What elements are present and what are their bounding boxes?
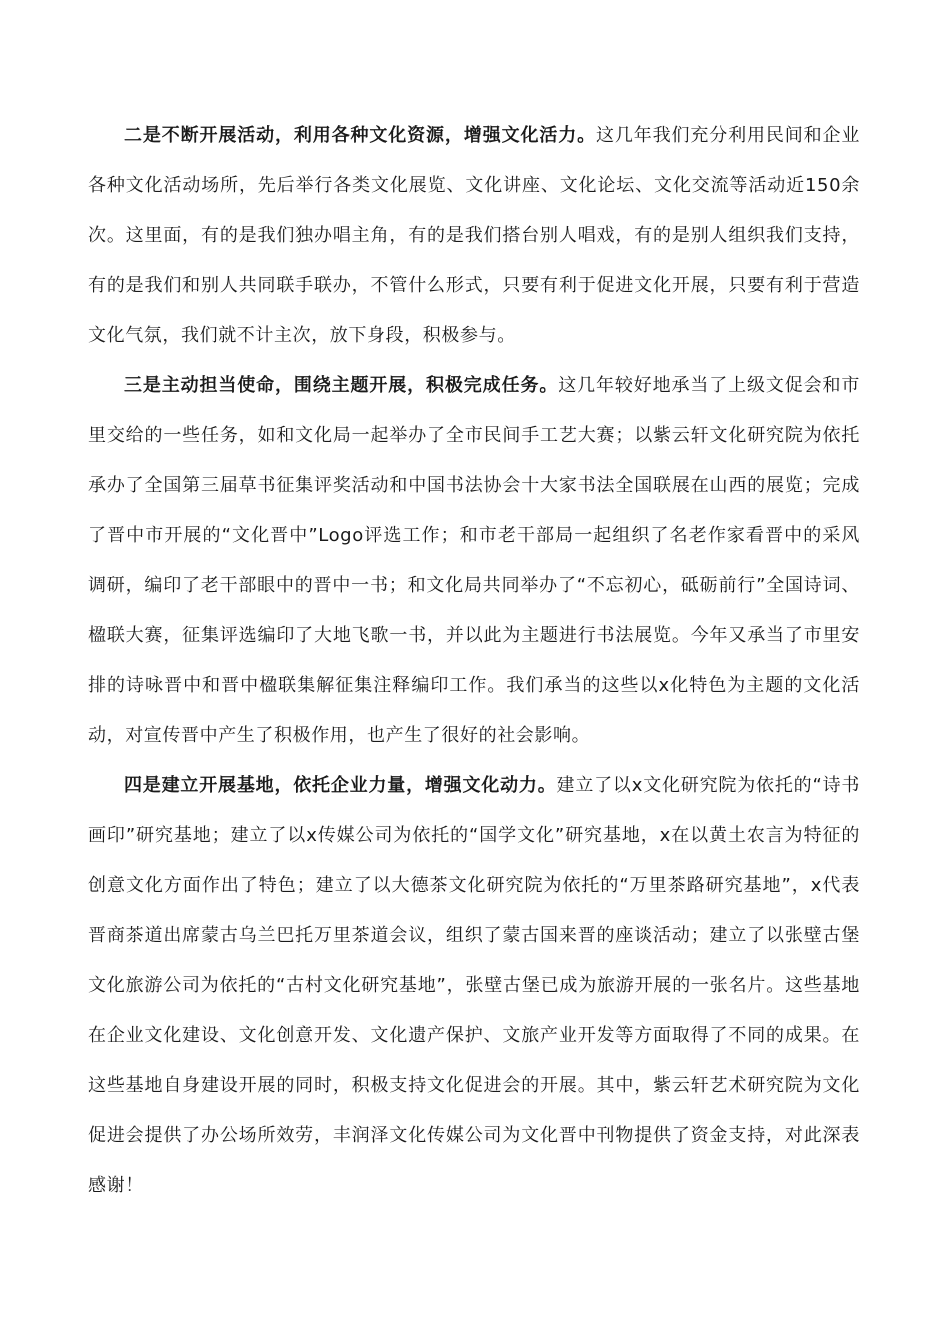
document-body bbox=[88, 111, 860, 1211]
paragraph-bases bbox=[88, 761, 860, 1211]
paragraph-text: 这几年我们充分利用民间和企业各种文化活动场所，先后举行各类文化展览、文化讲座、文化论坛、文化交流等活动近150余次。这里面，有的是我们独办唱主角，有的是我们搭台别人唱戏，有的是别人组织我们支持，有的是我们和别人共同联手联办，不管什么形式，只要有利于促进文化开展，只要有利于营造文化气氛，我们就不计主次，放下身段，积极参与。 bbox=[88, 125, 860, 346]
paragraph-heading: 三是主动担当使命，围绕主题开展，积极完成任务。 bbox=[124, 375, 559, 396]
paragraph-heading: 二是不断开展活动，利用各种文化资源，增强文化活力。 bbox=[124, 125, 596, 146]
paragraph-heading: 四是建立开展基地，依托企业力量，增强文化动力。 bbox=[124, 775, 557, 796]
paragraph-missions bbox=[88, 361, 860, 761]
paragraph-text: 建立了以x文化研究院为依托的“诗书画印”研究基地；建立了以x传媒公司为依托的“国学文化”研究基地，x在以黄土农言为特征的创意文化方面作出了特色；建立了以大德茶文化研究院为依托的“万里茶路研究基地”，x代表晋商茶道出席蒙古乌兰巴托万里茶道会议，组织了蒙古国来晋的座谈活动；建立了以张壁古堡文化旅游公司为依托的“古村文化研究基地”，张壁古堡已成为旅游开展的一张名片。这些基地在企业文化建设、文化创意开发、文化遗产保护、文旅产业开发等方面取得了不同的成果。在这些基地自身建设开展的同时，积极支持文化促进会的开展。其中，紫云轩艺术研究院为文化促进会提供了办公场所效劳，丰润泽文化传媒公司为文化晋中刊物提供了资金支持，对此深表感谢！ bbox=[88, 775, 860, 1196]
paragraph-text: 这几年较好地承当了上级文促会和市里交给的一些任务，如和文化局一起举办了全市民间手工艺大赛；以紫云轩文化研究院为依托承办了全国第三届草书征集评奖活动和中国书法协会十大家书法全国联展在山西的展览；完成了晋中市开展的“文化晋中”Logo评选工作；和市老干部局一起组织了名老作家看晋中的采风调研，编印了老干部眼中的晋中一书；和文化局共同举办了“不忘初心，砥砺前行”全国诗词、楹联大赛，征集评选编印了大地飞歌一书，并以此为主题进行书法展览。今年又承当了市里安排的诗咏晋中和晋中楹联集解征集注释编印工作。我们承当的这些以x化特色为主题的文化活动，对宣传晋中产生了积极作用，也产生了很好的社会影响。 bbox=[88, 375, 860, 746]
paragraph-activities bbox=[88, 111, 860, 361]
